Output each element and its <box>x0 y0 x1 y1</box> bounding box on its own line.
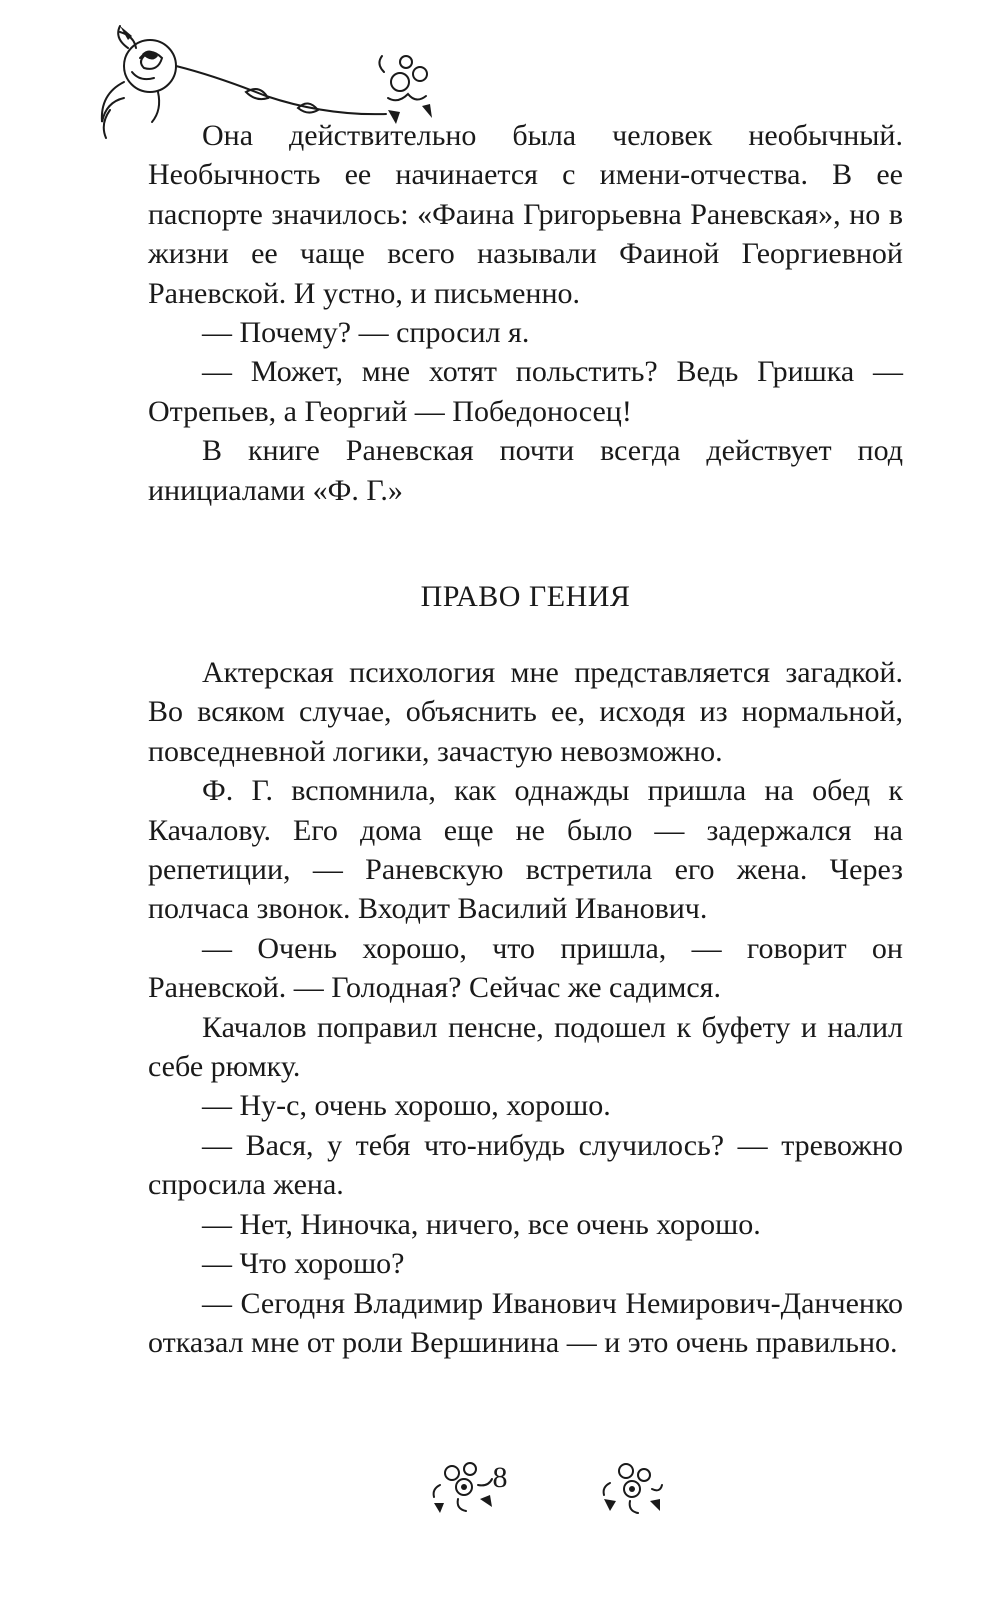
paragraph: Качалов поправил пенсне, подошел к буфету и налил себе рюмку. <box>148 1010 903 1084</box>
paragraph: — Может, мне хотят польстить? Ведь Гришка — Отрепьев, а Георгий — Победоносец! <box>148 355 903 428</box>
intro-text <box>148 116 903 510</box>
paragraph: — Почему? — спросил я. <box>202 316 530 350</box>
paragraph: — Очень хорошо, что пришла, — говорит он Раневской. — Голодная? Сейчас же садимся. <box>148 931 903 1005</box>
rose-ornament-icon <box>596 1455 668 1517</box>
page-number: 8 <box>492 1461 508 1494</box>
paragraph: Ф. Г. вспомнила, как однажды пришла на обед к Качалову. Его дома еще не было — задержался на репетиции, — Раневскую встретила его жена. Через полчаса звонок. Входит Василий Иванович. <box>148 774 903 926</box>
section-heading: ПРАВО ГЕНИЯ <box>420 580 631 613</box>
paragraph: — Ну-с, очень хорошо, хорошо. <box>202 1089 611 1123</box>
paragraph: — Сегодня Владимир Иванович Немирович-Данченко отказал мне от роли Вершинина — и это очень правильно. <box>148 1286 903 1359</box>
paragraph: — Вася, у тебя что-нибудь случилось? — тревожно спросила жена. <box>148 1128 903 1202</box>
paragraph: — Нет, Ниночка, ничего, все очень хорошо. <box>202 1207 761 1241</box>
paragraph: В книге Раневская почти всегда действует под инициалами «Ф. Г.» <box>148 434 903 507</box>
paragraph: — Что хорошо? <box>202 1247 405 1281</box>
section-text <box>148 653 903 1362</box>
paragraph: Актерская психология мне представляется загадкой. Во всяком случае, объяснить ее, исходя из нормальной, повседневной логики, зачастую невозможно. <box>148 656 903 768</box>
paragraph: Она действительно была человек необычный. Необычность ее начинается с имени-отчества. В ее паспорте значилось: «Фаина Григорьевна Раневская», но в жизни ее чаще всего называли Фаиной Георгиевной Раневской. И устно, и письменно. <box>148 119 903 310</box>
